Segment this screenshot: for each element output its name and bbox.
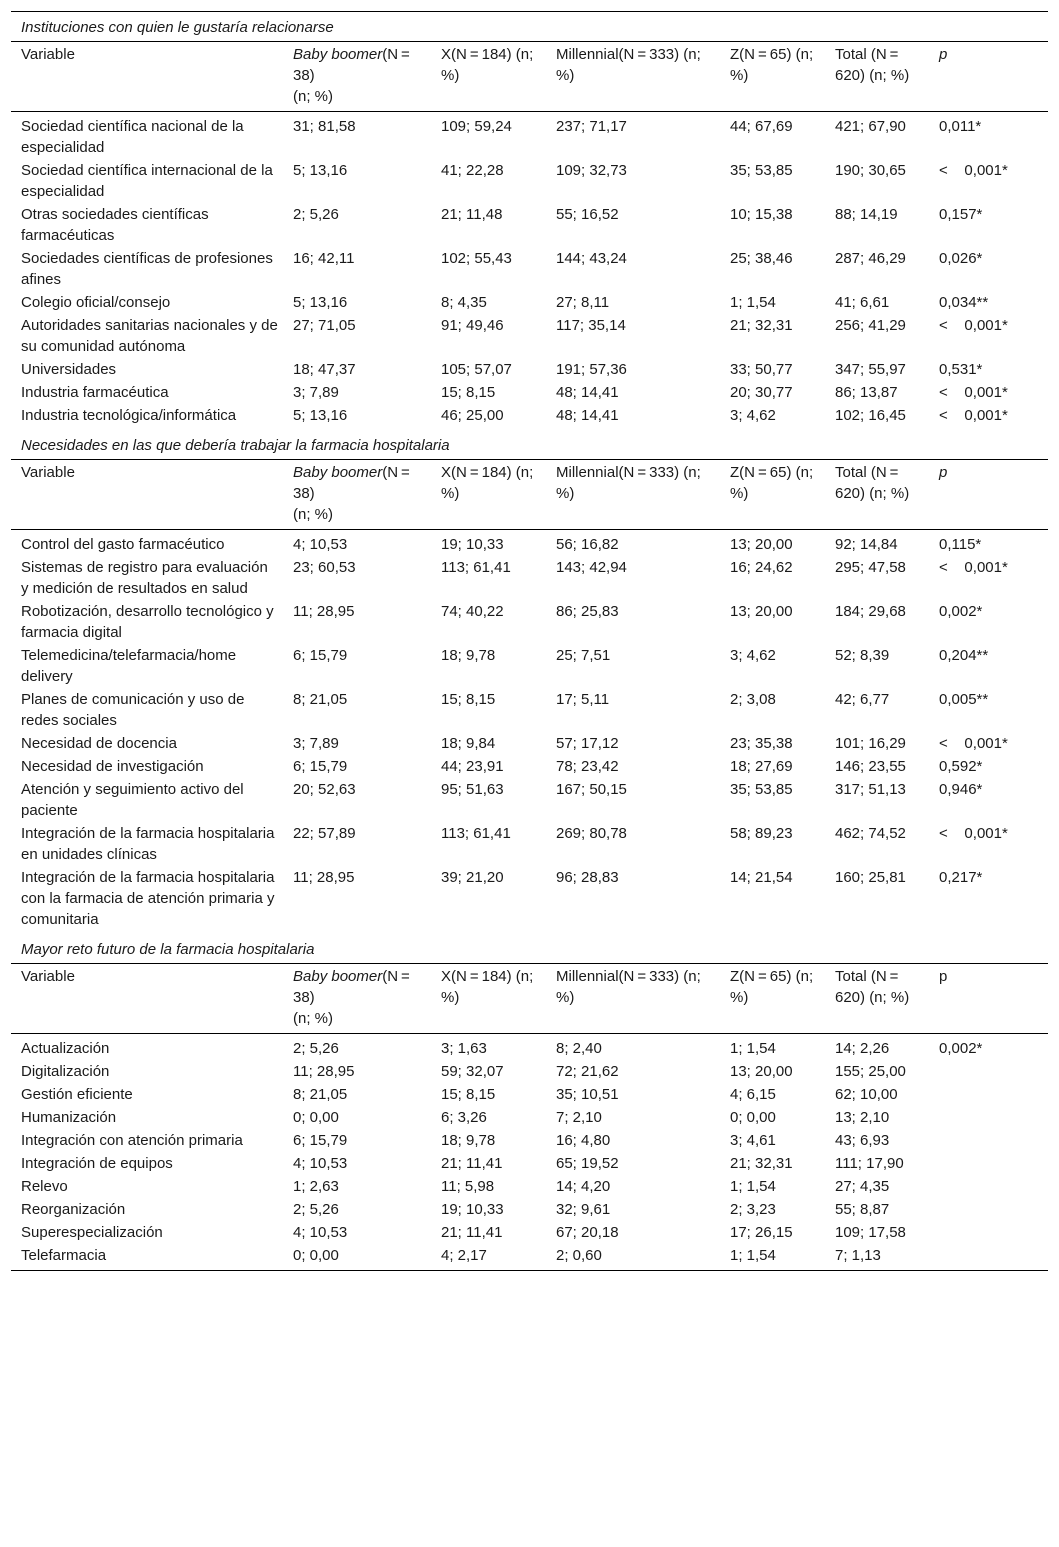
total-cell: 347; 55,97 xyxy=(835,361,906,378)
x-cell: 15; 8,15 xyxy=(441,1086,496,1103)
total-cell: 462; 74,52 xyxy=(835,825,906,842)
millennial-cell: 35; 10,51 xyxy=(556,1086,619,1103)
total-cell: 14; 2,26 xyxy=(835,1040,890,1057)
total-cell: 55; 8,87 xyxy=(835,1201,890,1218)
section-title: Instituciones con quien le gustaría relacionarse xyxy=(11,12,1048,42)
section-title-row xyxy=(11,12,1048,42)
section-title-row xyxy=(11,934,1048,964)
variable-cell: Colegio oficial/consejo xyxy=(21,294,171,311)
header-millennial: Millennial(N = 333) (n; %) xyxy=(546,460,720,530)
p-value-cell: 0,115* xyxy=(939,536,982,553)
header-baby-boomer-n: (N = 38) xyxy=(293,464,413,502)
z-cell: 21; 32,31 xyxy=(730,317,793,334)
header-z: Z(N = 65) (n; %) xyxy=(720,460,825,530)
p-value-cell: < 0,001* xyxy=(939,162,1008,179)
millennial-cell: 65; 19,52 xyxy=(556,1155,619,1172)
millennial-cell: 57; 17,12 xyxy=(556,735,619,752)
variable-cell: Telefarmacia xyxy=(21,1247,107,1264)
table-row xyxy=(11,1083,1048,1106)
baby-boomer-cell: 3; 7,89 xyxy=(293,384,339,401)
header-baby-boomer-name: Baby boomer xyxy=(293,968,383,985)
z-cell: 35; 53,85 xyxy=(730,162,793,179)
variable-cell: Gestión eficiente xyxy=(21,1086,133,1103)
variable-cell: Sociedades científicas de profesiones afines xyxy=(21,250,273,288)
total-cell: 92; 14,84 xyxy=(835,536,898,553)
baby-boomer-cell: 6; 15,79 xyxy=(293,647,348,664)
variable-cell: Integración de la farmacia hospitalaria en unidades clínicas xyxy=(21,825,275,863)
millennial-cell: 269; 80,78 xyxy=(556,825,627,842)
header-z: Z(N = 65) (n; %) xyxy=(720,964,825,1034)
table-row xyxy=(11,556,1048,600)
total-cell: 101; 16,29 xyxy=(835,735,906,752)
variable-cell: Otras sociedades científicas farmacéuticas xyxy=(21,206,209,244)
z-cell: 1; 1,54 xyxy=(730,294,776,311)
z-cell: 0; 0,00 xyxy=(730,1109,776,1126)
x-cell: 18; 9,84 xyxy=(441,735,496,752)
z-cell: 1; 1,54 xyxy=(730,1247,776,1264)
x-cell: 19; 10,33 xyxy=(441,1201,504,1218)
table-row xyxy=(11,644,1048,688)
header-x: X(N = 184) (n; %) xyxy=(431,460,546,530)
header-baby-boomer-n: (N = 38) xyxy=(293,968,413,1006)
baby-boomer-cell: 4; 10,53 xyxy=(293,1155,348,1172)
z-cell: 44; 67,69 xyxy=(730,118,793,135)
variable-cell: Integración de la farmacia hospitalaria con la farmacia de atención primaria y comunitaria xyxy=(21,869,275,928)
table-row xyxy=(11,755,1048,778)
table-row xyxy=(11,112,1048,160)
section-title-row xyxy=(11,430,1048,460)
variable-cell: Industria farmacéutica xyxy=(21,384,169,401)
x-cell: 102; 55,43 xyxy=(441,250,512,267)
variable-cell: Sistemas de registro para evaluación y medición de resultados en salud xyxy=(21,559,268,597)
table-row xyxy=(11,600,1048,644)
z-cell: 2; 3,08 xyxy=(730,691,776,708)
total-cell: 52; 8,39 xyxy=(835,647,890,664)
baby-boomer-cell: 22; 57,89 xyxy=(293,825,356,842)
total-cell: 62; 10,00 xyxy=(835,1086,898,1103)
p-value-cell xyxy=(929,1175,1048,1198)
total-cell: 295; 47,58 xyxy=(835,559,906,576)
z-cell: 13; 20,00 xyxy=(730,1063,793,1080)
variable-cell: Universidades xyxy=(21,361,117,378)
p-value-cell: < 0,001* xyxy=(939,384,1008,401)
section-title: Mayor reto futuro de la farmacia hospitalaria xyxy=(11,934,1048,964)
p-value-cell: 0,011* xyxy=(939,118,982,135)
x-cell: 44; 23,91 xyxy=(441,758,504,775)
millennial-cell: 117; 35,14 xyxy=(556,317,626,334)
baby-boomer-cell: 1; 2,63 xyxy=(293,1178,339,1195)
header-variable: Variable xyxy=(11,460,283,530)
millennial-cell: 17; 5,11 xyxy=(556,691,610,708)
header-total: Total (N = 620) (n; %) xyxy=(825,42,929,112)
variable-cell: Humanización xyxy=(21,1109,117,1126)
table-row xyxy=(11,381,1048,404)
millennial-cell: 7; 2,10 xyxy=(556,1109,602,1126)
p-value-cell: 0,531* xyxy=(939,361,983,378)
z-cell: 20; 30,77 xyxy=(730,384,793,401)
x-cell: 113; 61,41 xyxy=(441,559,511,576)
p-value-cell xyxy=(929,1060,1048,1083)
baby-boomer-cell: 8; 21,05 xyxy=(293,691,348,708)
total-cell: 109; 17,58 xyxy=(835,1224,906,1241)
total-cell: 146; 23,55 xyxy=(835,758,906,775)
header-baby-boomer-unit: (n; %) xyxy=(293,1010,334,1027)
results-table xyxy=(11,11,1048,1271)
variable-cell: Control del gasto farmacéutico xyxy=(21,536,225,553)
table-row xyxy=(11,159,1048,203)
variable-cell: Sociedad científica nacional de la especialidad xyxy=(21,118,244,156)
z-cell: 2; 3,23 xyxy=(730,1201,776,1218)
baby-boomer-cell: 5; 13,16 xyxy=(293,407,348,424)
header-total: Total (N = 620) (n; %) xyxy=(825,460,929,530)
table-row xyxy=(11,314,1048,358)
p-value-cell xyxy=(929,1198,1048,1221)
z-cell: 3; 4,62 xyxy=(730,407,776,424)
header-variable: Variable xyxy=(11,964,283,1034)
total-cell: 287; 46,29 xyxy=(835,250,906,267)
p-value-cell: 0,026* xyxy=(939,250,983,267)
table-row xyxy=(11,203,1048,247)
z-cell: 13; 20,00 xyxy=(730,603,793,620)
baby-boomer-cell: 16; 42,11 xyxy=(293,250,355,267)
total-cell: 42; 6,77 xyxy=(835,691,890,708)
variable-cell: Necesidad de investigación xyxy=(21,758,204,775)
baby-boomer-cell: 8; 21,05 xyxy=(293,1086,348,1103)
z-cell: 13; 20,00 xyxy=(730,536,793,553)
table-row xyxy=(11,866,1048,934)
header-baby-boomer xyxy=(283,964,431,1034)
z-cell: 25; 38,46 xyxy=(730,250,793,267)
p-value-cell: < 0,001* xyxy=(939,559,1008,576)
z-cell: 23; 35,38 xyxy=(730,735,793,752)
millennial-cell: 67; 20,18 xyxy=(556,1224,619,1241)
x-cell: 11; 5,98 xyxy=(441,1178,495,1195)
total-cell: 41; 6,61 xyxy=(835,294,890,311)
total-cell: 190; 30,65 xyxy=(835,162,906,179)
baby-boomer-cell: 5; 13,16 xyxy=(293,294,348,311)
z-cell: 4; 6,15 xyxy=(730,1086,776,1103)
table-row xyxy=(11,1034,1048,1061)
table-row xyxy=(11,404,1048,430)
baby-boomer-cell: 11; 28,95 xyxy=(293,869,355,886)
millennial-cell: 78; 23,42 xyxy=(556,758,619,775)
millennial-cell: 14; 4,20 xyxy=(556,1178,611,1195)
header-p-value: p xyxy=(929,42,1048,112)
header-x: X(N = 184) (n; %) xyxy=(431,42,546,112)
header-baby-boomer-unit: (n; %) xyxy=(293,506,334,523)
p-value-cell: < 0,001* xyxy=(939,735,1008,752)
p-value-cell xyxy=(929,1244,1048,1271)
baby-boomer-cell: 23; 60,53 xyxy=(293,559,356,576)
header-total: Total (N = 620) (n; %) xyxy=(825,964,929,1034)
z-cell: 10; 15,38 xyxy=(730,206,793,223)
x-cell: 46; 25,00 xyxy=(441,407,504,424)
z-cell: 35; 53,85 xyxy=(730,781,793,798)
total-cell: 160; 25,81 xyxy=(835,869,906,886)
millennial-cell: 8; 2,40 xyxy=(556,1040,602,1057)
x-cell: 109; 59,24 xyxy=(441,118,512,135)
x-cell: 113; 61,41 xyxy=(441,825,511,842)
z-cell: 33; 50,77 xyxy=(730,361,793,378)
x-cell: 19; 10,33 xyxy=(441,536,504,553)
baby-boomer-cell: 11; 28,95 xyxy=(293,1063,355,1080)
x-cell: 95; 51,63 xyxy=(441,781,504,798)
p-value-cell xyxy=(929,1221,1048,1244)
p-value-cell: 0,034** xyxy=(939,294,989,311)
baby-boomer-cell: 6; 15,79 xyxy=(293,1132,348,1149)
p-value-cell xyxy=(929,1083,1048,1106)
total-cell: 43; 6,93 xyxy=(835,1132,890,1149)
variable-cell: Digitalización xyxy=(21,1063,110,1080)
x-cell: 15; 8,15 xyxy=(441,691,496,708)
z-cell: 18; 27,69 xyxy=(730,758,793,775)
millennial-cell: 109; 32,73 xyxy=(556,162,627,179)
millennial-cell: 48; 14,41 xyxy=(556,384,619,401)
x-cell: 91; 49,46 xyxy=(441,317,504,334)
table-row xyxy=(11,1198,1048,1221)
p-value-cell xyxy=(929,1106,1048,1129)
z-cell: 16; 24,62 xyxy=(730,559,793,576)
header-p-value: p xyxy=(929,964,1048,1034)
millennial-cell: 2; 0,60 xyxy=(556,1247,602,1264)
p-value-cell: 0,946* xyxy=(939,781,983,798)
variable-cell: Integración de equipos xyxy=(21,1155,173,1172)
table-row xyxy=(11,1175,1048,1198)
x-cell: 41; 22,28 xyxy=(441,162,504,179)
z-cell: 21; 32,31 xyxy=(730,1155,793,1172)
baby-boomer-cell: 5; 13,16 xyxy=(293,162,348,179)
table-row xyxy=(11,1060,1048,1083)
baby-boomer-cell: 11; 28,95 xyxy=(293,603,355,620)
variable-cell: Robotización, desarrollo tecnológico y farmacia digital xyxy=(21,603,274,641)
z-cell: 1; 1,54 xyxy=(730,1040,776,1057)
total-cell: 155; 25,00 xyxy=(835,1063,906,1080)
baby-boomer-cell: 27; 71,05 xyxy=(293,317,356,334)
millennial-cell: 16; 4,80 xyxy=(556,1132,611,1149)
total-cell: 317; 51,13 xyxy=(835,781,906,798)
variable-cell: Relevo xyxy=(21,1178,68,1195)
millennial-cell: 32; 9,61 xyxy=(556,1201,611,1218)
z-cell: 17; 26,15 xyxy=(730,1224,793,1241)
total-cell: 7; 1,13 xyxy=(835,1247,881,1264)
p-value-cell: < 0,001* xyxy=(939,317,1008,334)
table-row xyxy=(11,688,1048,732)
p-value-cell: < 0,001* xyxy=(939,825,1008,842)
table-row xyxy=(11,1244,1048,1271)
millennial-cell: 86; 25,83 xyxy=(556,603,619,620)
total-cell: 421; 67,90 xyxy=(835,118,906,135)
variable-cell: Autoridades sanitarias nacionales y de su comunidad autónoma xyxy=(21,317,278,355)
x-cell: 18; 9,78 xyxy=(441,647,496,664)
p-value-cell: 0,002* xyxy=(939,1040,983,1057)
p-value-cell: 0,157* xyxy=(939,206,983,223)
total-cell: 27; 4,35 xyxy=(835,1178,890,1195)
z-cell: 58; 89,23 xyxy=(730,825,793,842)
z-cell: 3; 4,61 xyxy=(730,1132,776,1149)
table-row xyxy=(11,1152,1048,1175)
millennial-cell: 96; 28,83 xyxy=(556,869,619,886)
z-cell: 1; 1,54 xyxy=(730,1178,776,1195)
header-baby-boomer xyxy=(283,42,431,112)
variable-cell: Sociedad científica internacional de la especialidad xyxy=(21,162,273,200)
header-baby-boomer xyxy=(283,460,431,530)
table-row xyxy=(11,732,1048,755)
variable-cell: Actualización xyxy=(21,1040,110,1057)
baby-boomer-cell: 20; 52,63 xyxy=(293,781,356,798)
header-millennial: Millennial(N = 333) (n; %) xyxy=(546,42,720,112)
header-baby-boomer-name: Baby boomer xyxy=(293,46,383,63)
p-value-cell: 0,002* xyxy=(939,603,983,620)
table-row xyxy=(11,822,1048,866)
z-cell: 3; 4,62 xyxy=(730,647,776,664)
variable-cell: Reorganización xyxy=(21,1201,126,1218)
header-z: Z(N = 65) (n; %) xyxy=(720,42,825,112)
header-millennial: Millennial(N = 333) (n; %) xyxy=(546,964,720,1034)
p-value-cell: < 0,001* xyxy=(939,407,1008,424)
p-value-cell xyxy=(929,1152,1048,1175)
baby-boomer-cell: 18; 47,37 xyxy=(293,361,356,378)
x-cell: 21; 11,48 xyxy=(441,206,503,223)
millennial-cell: 55; 16,52 xyxy=(556,206,619,223)
total-cell: 102; 16,45 xyxy=(835,407,906,424)
header-baby-boomer-name: Baby boomer xyxy=(293,464,383,481)
p-value-cell: 0,592* xyxy=(939,758,983,775)
total-cell: 88; 14,19 xyxy=(835,206,898,223)
baby-boomer-cell: 4; 10,53 xyxy=(293,536,348,553)
header-variable: Variable xyxy=(11,42,283,112)
x-cell: 8; 4,35 xyxy=(441,294,487,311)
column-header-row xyxy=(11,42,1048,112)
millennial-cell: 144; 43,24 xyxy=(556,250,627,267)
header-x: X(N = 184) (n; %) xyxy=(431,964,546,1034)
table-row xyxy=(11,778,1048,822)
baby-boomer-cell: 0; 0,00 xyxy=(293,1109,339,1126)
millennial-cell: 237; 71,17 xyxy=(556,118,627,135)
x-cell: 4; 2,17 xyxy=(441,1247,487,1264)
x-cell: 21; 11,41 xyxy=(441,1224,503,1241)
table-row xyxy=(11,1106,1048,1129)
column-header-row xyxy=(11,964,1048,1034)
x-cell: 18; 9,78 xyxy=(441,1132,496,1149)
header-baby-boomer-n: (N = 38) xyxy=(293,46,413,84)
p-value-cell: 0,217* xyxy=(939,869,983,886)
variable-cell: Necesidad de docencia xyxy=(21,735,177,752)
total-cell: 184; 29,68 xyxy=(835,603,906,620)
header-p-value: p xyxy=(929,460,1048,530)
millennial-cell: 27; 8,11 xyxy=(556,294,610,311)
millennial-cell: 72; 21,62 xyxy=(556,1063,619,1080)
variable-cell: Atención y seguimiento activo del paciente xyxy=(21,781,244,819)
total-cell: 256; 41,29 xyxy=(835,317,906,334)
baby-boomer-cell: 2; 5,26 xyxy=(293,206,339,223)
baby-boomer-cell: 0; 0,00 xyxy=(293,1247,339,1264)
table-row xyxy=(11,1221,1048,1244)
x-cell: 74; 40,22 xyxy=(441,603,504,620)
x-cell: 21; 11,41 xyxy=(441,1155,503,1172)
table-row xyxy=(11,358,1048,381)
x-cell: 15; 8,15 xyxy=(441,384,496,401)
x-cell: 39; 21,20 xyxy=(441,869,504,886)
baby-boomer-cell: 3; 7,89 xyxy=(293,735,339,752)
x-cell: 6; 3,26 xyxy=(441,1109,487,1126)
baby-boomer-cell: 31; 81,58 xyxy=(293,118,356,135)
total-cell: 13; 2,10 xyxy=(835,1109,890,1126)
section-title: Necesidades en las que debería trabajar la farmacia hospitalaria xyxy=(11,430,1048,460)
header-baby-boomer-unit: (n; %) xyxy=(293,88,334,105)
column-header-row xyxy=(11,460,1048,530)
table-row xyxy=(11,247,1048,291)
millennial-cell: 56; 16,82 xyxy=(556,536,619,553)
millennial-cell: 48; 14,41 xyxy=(556,407,619,424)
variable-cell: Superespecialización xyxy=(21,1224,163,1241)
x-cell: 105; 57,07 xyxy=(441,361,512,378)
millennial-cell: 191; 57,36 xyxy=(556,361,627,378)
variable-cell: Industria tecnológica/informática xyxy=(21,407,237,424)
baby-boomer-cell: 4; 10,53 xyxy=(293,1224,348,1241)
millennial-cell: 25; 7,51 xyxy=(556,647,611,664)
variable-cell: Integración con atención primaria xyxy=(21,1132,243,1149)
z-cell: 14; 21,54 xyxy=(730,869,793,886)
p-value-cell: 0,204** xyxy=(939,647,989,664)
baby-boomer-cell: 2; 5,26 xyxy=(293,1201,339,1218)
table-row xyxy=(11,1129,1048,1152)
table-row xyxy=(11,291,1048,314)
table-row xyxy=(11,530,1048,557)
p-value-cell: 0,005** xyxy=(939,691,989,708)
millennial-cell: 167; 50,15 xyxy=(556,781,627,798)
millennial-cell: 143; 42,94 xyxy=(556,559,627,576)
x-cell: 59; 32,07 xyxy=(441,1063,504,1080)
variable-cell: Planes de comunicación y uso de redes sociales xyxy=(21,691,245,729)
total-cell: 86; 13,87 xyxy=(835,384,898,401)
x-cell: 3; 1,63 xyxy=(441,1040,487,1057)
p-value-cell xyxy=(929,1129,1048,1152)
total-cell: 111; 17,90 xyxy=(835,1155,904,1172)
baby-boomer-cell: 2; 5,26 xyxy=(293,1040,339,1057)
variable-cell: Telemedicina/telefarmacia/home delivery xyxy=(21,647,237,685)
baby-boomer-cell: 6; 15,79 xyxy=(293,758,348,775)
